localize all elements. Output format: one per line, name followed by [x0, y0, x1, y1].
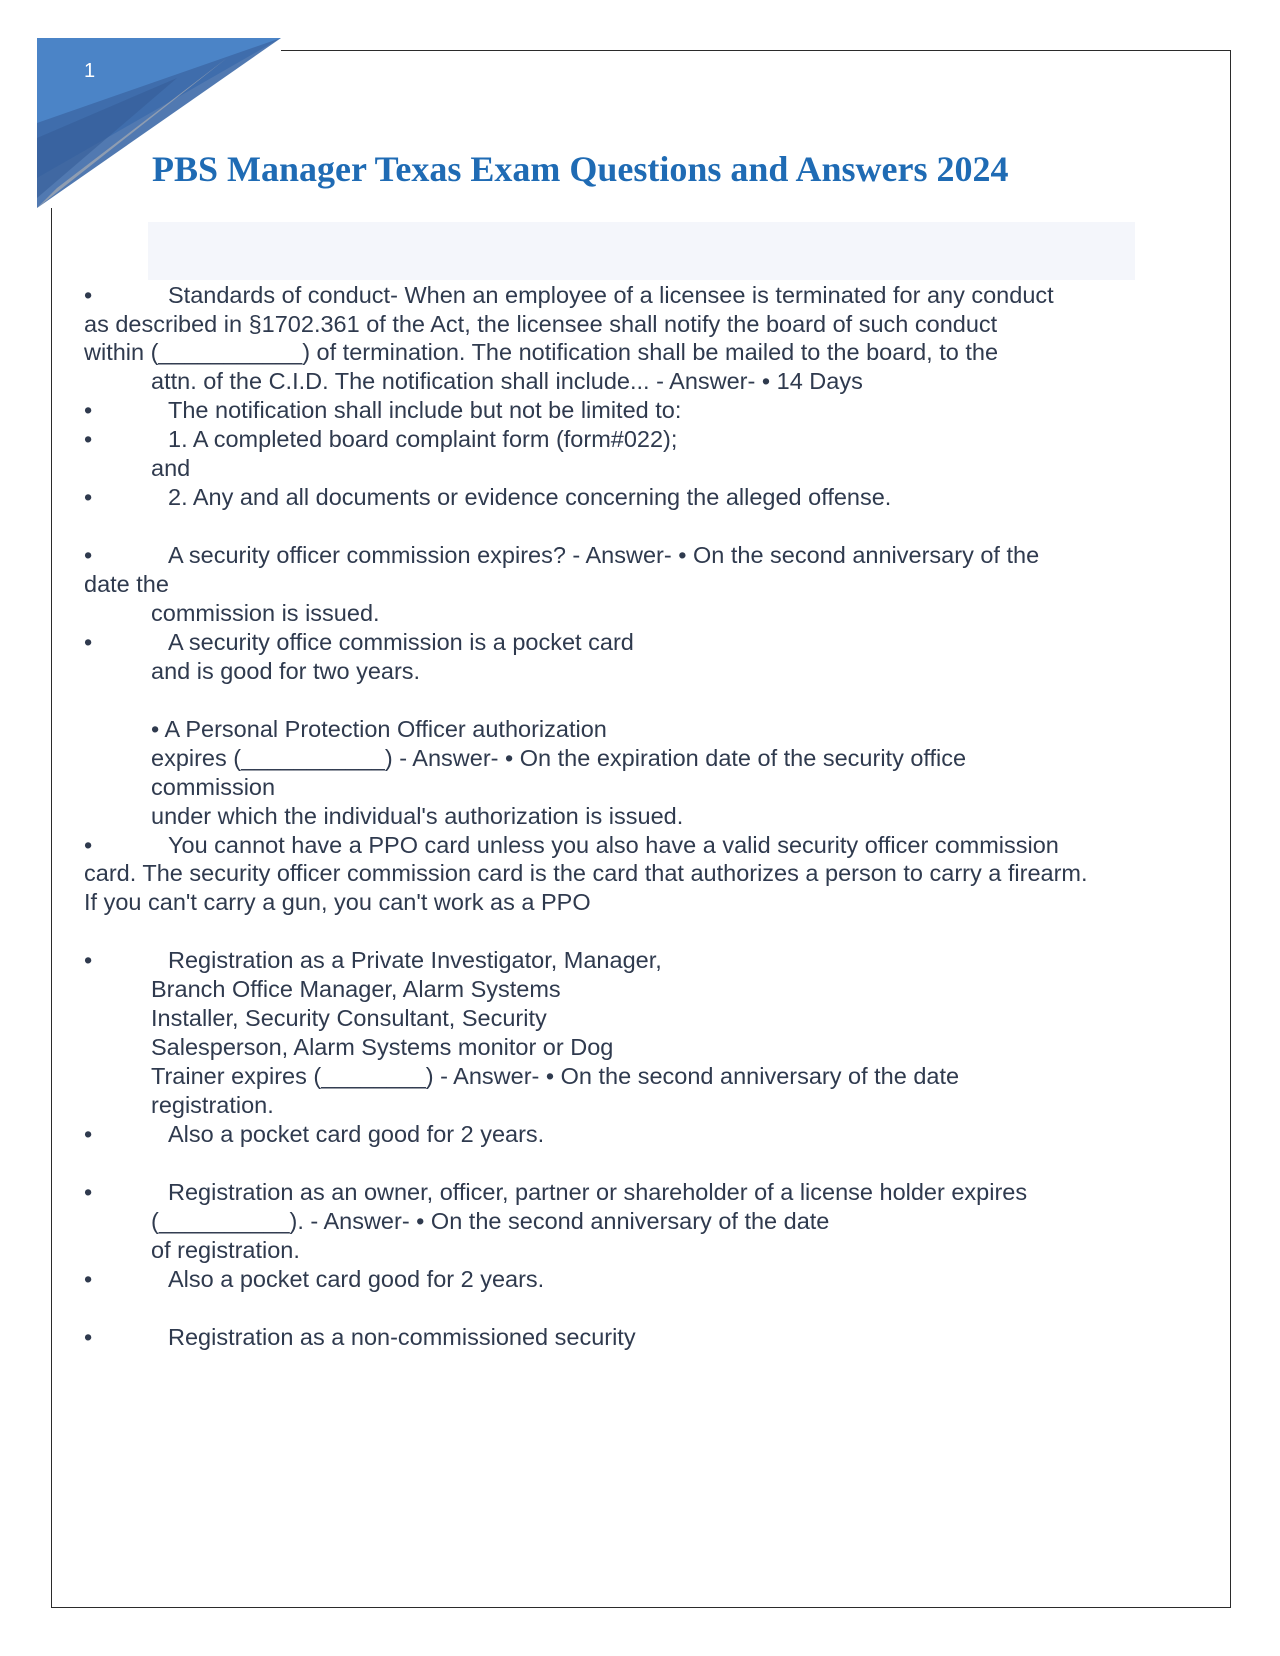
bullet: • — [84, 1179, 93, 1205]
text-line: You cannot have a PPO card unless you also have a valid security officer commission — [168, 832, 1059, 858]
bullet: • — [84, 629, 93, 655]
text-line: commission — [151, 774, 276, 800]
text-line: If you can't carry a gun, you can't work as a PPO — [84, 889, 591, 915]
text-line: under which the individual's authorization is issued. — [151, 803, 684, 829]
text-line: Trainer expires (________) - Answer- • On the second anniversary of the date — [151, 1063, 960, 1089]
text-line: Registration as a Private Investigator, Manager, — [168, 947, 662, 973]
bullet: • — [84, 1121, 93, 1147]
text-line: Installer, Security Consultant, Security — [151, 1005, 547, 1031]
bullet: • — [84, 282, 93, 308]
bullet: • — [84, 426, 93, 452]
text-line: Salesperson, Alarm Systems monitor or Dog — [151, 1034, 614, 1060]
text-line: Standards of conduct- When an employee of a licensee is terminated for any conduct — [168, 282, 1054, 308]
text-line: Registration as an owner, officer, partner or shareholder of a license holder expires — [168, 1179, 1028, 1205]
text-line: and — [151, 455, 191, 481]
page-number: 1 — [84, 60, 96, 82]
bullet: • — [84, 1324, 93, 1350]
text-line: attn. of the C.I.D. The notification shall include... - Answer- • 14 Days — [151, 368, 863, 394]
text-line: Registration as a non-commissioned security — [168, 1324, 636, 1350]
text-line: Also a pocket card good for 2 years. — [168, 1266, 545, 1292]
text-line: commission is issued. — [151, 600, 380, 626]
text-line: and is good for two years. — [151, 658, 421, 684]
text-line: The notification shall include but not be limited to: — [168, 397, 682, 423]
text-line: A security office commission is a pocket card — [168, 629, 634, 655]
text-line: expires (___________) - Answer- • On the expiration date of the security office — [151, 745, 967, 771]
text-line: registration. — [151, 1092, 274, 1118]
text-line: Branch Office Manager, Alarm Systems — [151, 976, 561, 1002]
text-line: of registration. — [151, 1237, 300, 1263]
text-line: (__________). - Answer- • On the second anniversary of the date — [151, 1208, 830, 1234]
text-line: • A Personal Protection Officer authorization — [151, 716, 607, 742]
bullet: • — [84, 397, 93, 423]
bullet: • — [84, 484, 93, 510]
bullet: • — [84, 832, 93, 858]
text-line: A security officer commission expires? - Answer- • On the second anniversary of the — [168, 542, 1040, 568]
bullet: • — [84, 947, 93, 973]
bullet: • — [84, 542, 93, 568]
document-title: PBS Manager Texas Exam Questions and Answers 2024 — [152, 149, 1009, 189]
bullet: • — [84, 1266, 93, 1292]
text-line: 1. A completed board complaint form (form#022); — [168, 426, 678, 452]
text-line: 2. Any and all documents or evidence concerning the alleged offense. — [168, 484, 892, 510]
text-line: Also a pocket card good for 2 years. — [168, 1121, 545, 1147]
text-line: within (___________) of termination. The notification shall be mailed to the board, to the — [84, 339, 999, 365]
text-line: date the — [84, 571, 169, 597]
text-line: as described in §1702.361 of the Act, the licensee shall notify the board of such conduct — [84, 311, 998, 337]
text-line: card. The security officer commission card is the card that authorizes a person to carry a firearm. — [84, 860, 1088, 886]
